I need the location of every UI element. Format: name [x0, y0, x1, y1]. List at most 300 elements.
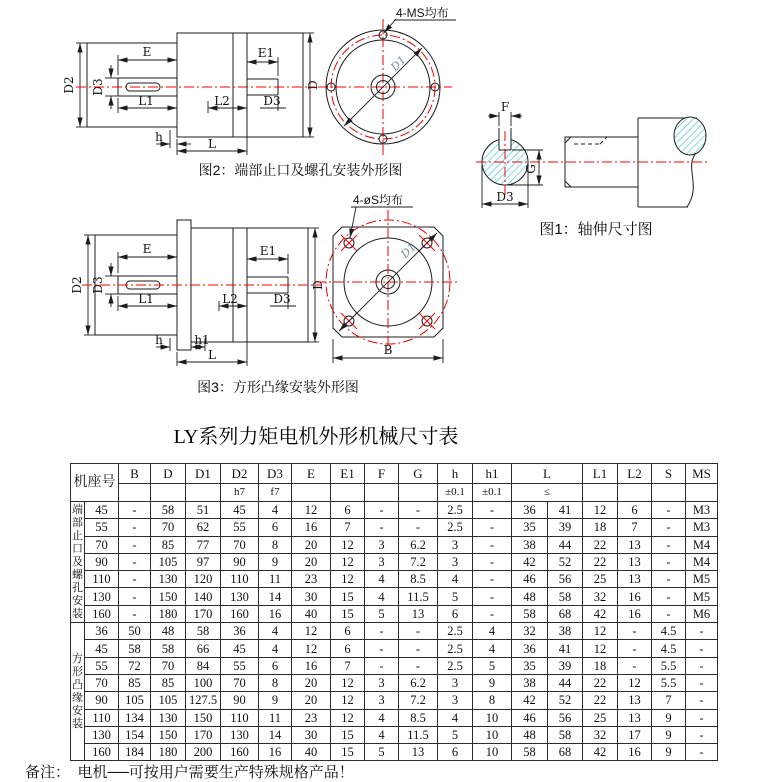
column-header: h1: [473, 464, 512, 484]
table-row: [71, 588, 718, 605]
table-cell: 130: [221, 726, 259, 743]
table-cell: 58: [186, 623, 221, 640]
table-cell: 44: [548, 536, 583, 553]
table-cell: 5: [473, 657, 512, 674]
column-header: S: [652, 464, 686, 484]
table-cell: 97: [186, 553, 221, 570]
table-cell: -: [365, 623, 399, 640]
table-row: [71, 536, 718, 553]
table-cell: 13: [618, 571, 652, 588]
table-cell: 40: [292, 605, 331, 622]
table-cell: -: [473, 502, 512, 519]
table-cell: 6: [331, 623, 365, 640]
table-cell: 16: [259, 605, 292, 622]
table-cell: 4: [473, 640, 512, 657]
table-cell: 42: [583, 605, 618, 622]
table-cell: 41: [548, 502, 583, 519]
column-header: h: [438, 464, 473, 484]
table-cell: 110: [85, 709, 119, 726]
table-cell: 9: [652, 709, 686, 726]
table-cell: 8: [473, 692, 512, 709]
figure1-caption: 图1：轴伸尺寸图: [539, 221, 653, 238]
dim-label-d3-right: D3: [263, 94, 281, 108]
dim-label-d3-left: D3: [91, 276, 105, 294]
table-cell: 8: [259, 536, 292, 553]
table-cell: 4: [365, 709, 399, 726]
table-cell: 12: [292, 640, 331, 657]
table-cell: 2.5: [438, 502, 473, 519]
table-cell: 48: [512, 588, 548, 605]
table-cell: 13: [618, 536, 652, 553]
column-header: D2: [221, 464, 259, 484]
table-cell: 140: [186, 588, 221, 605]
frame-number-header: 机座号: [71, 464, 119, 502]
table-cell: 45: [221, 640, 259, 657]
table-cell: 15: [331, 605, 365, 622]
table-cell: 30: [292, 726, 331, 743]
table-cell: 44: [548, 674, 583, 691]
column-subheader: [331, 484, 365, 502]
table-cell: 12: [331, 674, 365, 691]
table-row: [71, 726, 718, 743]
table-cell: 72: [119, 657, 151, 674]
table-cell: -: [686, 674, 718, 691]
table-cell: 9: [473, 674, 512, 691]
table-cell: 16: [292, 519, 331, 536]
table-cell: 4.5: [652, 640, 686, 657]
table-cell: 11: [259, 709, 292, 726]
table-cell: 55: [221, 519, 259, 536]
table-header: [71, 464, 718, 502]
table-cell: 45: [85, 502, 119, 519]
table-cell: M4: [686, 553, 718, 570]
table-cell: 20: [292, 674, 331, 691]
column-header: B: [119, 464, 151, 484]
table-cell: 13: [618, 553, 652, 570]
table-cell: -: [686, 692, 718, 709]
table-cell: 68: [548, 744, 583, 761]
table-cell: -: [399, 623, 438, 640]
table-cell: 12: [331, 692, 365, 709]
table-cell: 30: [292, 588, 331, 605]
table-cell: 23: [292, 709, 331, 726]
table-cell: 16: [618, 744, 652, 761]
table-cell: 8.5: [399, 709, 438, 726]
table-cell: 50: [119, 623, 151, 640]
table-cell: 36: [512, 640, 548, 657]
table-cell: 170: [186, 726, 221, 743]
table-cell: 7: [331, 519, 365, 536]
table-cell: 2.5: [438, 519, 473, 536]
table-cell: 100: [186, 674, 221, 691]
column-header: L2: [618, 464, 652, 484]
table-cell: 3: [365, 674, 399, 691]
table-cell: 41: [548, 640, 583, 657]
table-cell: 14: [259, 588, 292, 605]
table-cell: 105: [151, 553, 186, 570]
table-cell: 110: [221, 709, 259, 726]
dim-label-h1: h1: [194, 333, 210, 347]
dim-label-d3-right: D3: [273, 292, 291, 306]
table-cell: 70: [85, 536, 119, 553]
figure3-caption: 图3：方形凸缘安装外形图: [197, 379, 359, 395]
table-cell: M5: [686, 588, 718, 605]
table-cell: 32: [512, 623, 548, 640]
table-cell: 90: [221, 692, 259, 709]
table-cell: 2.5: [438, 640, 473, 657]
column-header: L1: [583, 464, 618, 484]
table-cell: 42: [583, 744, 618, 761]
column-subheader: [399, 484, 438, 502]
table-cell: 12: [583, 640, 618, 657]
table-cell: 16: [618, 605, 652, 622]
table-cell: 40: [292, 744, 331, 761]
table-cell: 85: [151, 674, 186, 691]
column-header: L: [512, 464, 583, 484]
table-cell: M3: [686, 502, 718, 519]
table-cell: 6: [331, 502, 365, 519]
table-cell: 6: [259, 657, 292, 674]
table-cell: -: [119, 519, 151, 536]
table-cell: -: [119, 605, 151, 622]
dim-label-d1: D1: [388, 53, 409, 74]
fig2-flange-view: [318, 5, 456, 155]
table-cell: 134: [119, 709, 151, 726]
screw-callout: 4-MS均布: [396, 6, 449, 20]
table-cell: -: [399, 640, 438, 657]
table-cell: -: [686, 709, 718, 726]
table-cell: 130: [85, 588, 119, 605]
table-cell: 11: [259, 571, 292, 588]
table-cell: -: [686, 640, 718, 657]
dimension-table: [70, 463, 718, 761]
dim-label-l: L: [208, 137, 216, 151]
figure1-drawing: [450, 100, 710, 210]
table-cell: 84: [186, 657, 221, 674]
table-cell: 36: [85, 623, 119, 640]
table-cell: 13: [399, 605, 438, 622]
table-cell: 13: [618, 692, 652, 709]
table-cell: 5: [438, 726, 473, 743]
table-cell: -: [473, 519, 512, 536]
column-header: E1: [331, 464, 365, 484]
table-cell: -: [652, 588, 686, 605]
table-cell: 70: [221, 674, 259, 691]
table-cell: 16: [292, 657, 331, 674]
fig1-keyway-section: [482, 100, 543, 208]
table-cell: 38: [512, 536, 548, 553]
dim-label-f: F: [500, 100, 510, 114]
table-cell: M5: [686, 571, 718, 588]
table-cell: 7.2: [399, 553, 438, 570]
table-row: [71, 623, 718, 640]
column-subheader: [119, 484, 151, 502]
table-cell: 2.5: [438, 623, 473, 640]
dim-label-d3: D3: [496, 190, 514, 204]
table-cell: 39: [548, 657, 583, 674]
table-cell: 52: [548, 692, 583, 709]
table-cell: 39: [548, 519, 583, 536]
table-cell: 15: [331, 588, 365, 605]
column-header: G: [399, 464, 438, 484]
row-group-label: 方形凸缘安装: [71, 623, 85, 761]
figure2-caption: 图2：端部止口及螺孔安装外形图: [198, 162, 403, 178]
table-cell: 58: [512, 605, 548, 622]
table-cell: 4: [259, 502, 292, 519]
figure3-drawing: [60, 190, 460, 375]
table-cell: 6.2: [399, 674, 438, 691]
table-cell: 8.5: [399, 571, 438, 588]
table-row: [71, 674, 718, 691]
dim-label-l2: L2: [214, 94, 230, 108]
table-cell: 13: [399, 744, 438, 761]
fig2-side-view: [62, 33, 320, 155]
table-cell: 5: [365, 744, 399, 761]
table-cell: 46: [512, 571, 548, 588]
table-cell: 85: [151, 536, 186, 553]
table-cell: 13: [618, 709, 652, 726]
table-cell: -: [399, 502, 438, 519]
dim-label-b: B: [383, 343, 393, 357]
dim-label-e: E: [142, 242, 152, 256]
table-cell: 42: [512, 692, 548, 709]
screw-callout: 4-øS均布: [353, 193, 404, 207]
dim-label-d2: D2: [70, 276, 84, 294]
table-cell: 51: [186, 502, 221, 519]
table-cell: 11.5: [399, 726, 438, 743]
table-cell: 3: [438, 674, 473, 691]
table-cell: 12: [331, 709, 365, 726]
table-cell: -: [618, 623, 652, 640]
table-cell: -: [365, 640, 399, 657]
row-group-label: 端部止口及螺孔安装: [71, 502, 85, 623]
column-subheader: [292, 484, 331, 502]
table-row: [71, 553, 718, 570]
break-hatch: [674, 117, 706, 155]
table-cell: 90: [85, 692, 119, 709]
column-subheader: [365, 484, 399, 502]
table-cell: 55: [85, 657, 119, 674]
table-cell: 66: [186, 640, 221, 657]
dim-label-h: h: [155, 333, 163, 347]
table-cell: -: [119, 502, 151, 519]
table-cell: 12: [292, 502, 331, 519]
table-cell: 90: [221, 553, 259, 570]
table-cell: 110: [85, 571, 119, 588]
table-cell: 18: [583, 519, 618, 536]
table-cell: -: [652, 605, 686, 622]
table-cell: 5: [365, 605, 399, 622]
table-cell: 70: [85, 674, 119, 691]
dim-label-l: L: [208, 348, 216, 362]
table-cell: 45: [221, 502, 259, 519]
table-cell: 18: [583, 657, 618, 674]
dim-label-g: G: [524, 164, 538, 174]
table-cell: 58: [548, 726, 583, 743]
table-cell: 25: [583, 571, 618, 588]
table-cell: -: [473, 571, 512, 588]
table-cell: 4: [438, 709, 473, 726]
table-cell: 68: [548, 605, 583, 622]
table-cell: 22: [583, 674, 618, 691]
table-cell: -: [686, 726, 718, 743]
table-cell: -: [365, 657, 399, 674]
table-cell: 6: [438, 744, 473, 761]
table-cell: 110: [221, 571, 259, 588]
table-cell: 14: [259, 726, 292, 743]
table-cell: 3: [365, 536, 399, 553]
dim-label-e1: E1: [257, 46, 275, 60]
table-cell: 9: [652, 744, 686, 761]
table-cell: 150: [186, 709, 221, 726]
dim-label-l1: L1: [138, 292, 154, 306]
table-cell: 12: [583, 502, 618, 519]
table-cell: 9: [259, 692, 292, 709]
table-cell: 36: [512, 502, 548, 519]
table-cell: -: [365, 519, 399, 536]
column-subheader: [583, 484, 618, 502]
dim-label-l2: L2: [222, 292, 238, 306]
table-cell: 15: [331, 726, 365, 743]
table-cell: 77: [186, 536, 221, 553]
break-line: [687, 153, 696, 207]
table-cell: 20: [292, 692, 331, 709]
table-cell: 70: [221, 536, 259, 553]
table-cell: 20: [292, 553, 331, 570]
table-cell: -: [399, 519, 438, 536]
table-cell: 48: [151, 623, 186, 640]
dim-label-h: h: [155, 130, 163, 144]
table-cell: 12: [331, 571, 365, 588]
dim-label-d1: D1: [398, 240, 419, 261]
table-cell: 170: [186, 605, 221, 622]
column-subheader: ≤: [512, 484, 583, 502]
table-cell: 5.5: [652, 674, 686, 691]
table-cell: -: [473, 605, 512, 622]
table-row: [71, 605, 718, 622]
table-cell: 3: [438, 553, 473, 570]
table-cell: 16: [618, 588, 652, 605]
column-subheader: ±0.1: [438, 484, 473, 502]
table-cell: 120: [186, 571, 221, 588]
table-cell: 58: [512, 744, 548, 761]
table-cell: 130: [151, 571, 186, 588]
column-header: MS: [686, 464, 718, 484]
table-cell: 6: [438, 605, 473, 622]
table-cell: 12: [618, 674, 652, 691]
table-row: [71, 692, 718, 709]
table-cell: -: [473, 553, 512, 570]
table-cell: 154: [119, 726, 151, 743]
table-cell: 25: [583, 709, 618, 726]
table-cell: 38: [512, 674, 548, 691]
table-cell: 10: [473, 744, 512, 761]
table-body: [71, 502, 718, 761]
dim-label-e1: E1: [259, 244, 277, 258]
column-subheader: h7: [221, 484, 259, 502]
table-cell: 56: [548, 571, 583, 588]
column-subheader: [151, 484, 186, 502]
table-cell: 7: [652, 692, 686, 709]
table-row: [71, 640, 718, 657]
table-cell: -: [473, 536, 512, 553]
table-cell: 160: [221, 605, 259, 622]
table-cell: -: [119, 536, 151, 553]
table-cell: 4: [259, 640, 292, 657]
table-cell: 32: [583, 588, 618, 605]
table-cell: 105: [119, 692, 151, 709]
table-cell: 7.2: [399, 692, 438, 709]
table-cell: -: [652, 502, 686, 519]
table-cell: 10: [473, 726, 512, 743]
table-cell: 70: [151, 519, 186, 536]
table-cell: 55: [221, 657, 259, 674]
table-cell: 130: [151, 709, 186, 726]
table-cell: 8: [259, 674, 292, 691]
table-cell: 12: [331, 536, 365, 553]
table-cell: 5: [438, 588, 473, 605]
table-row: [71, 709, 718, 726]
table-cell: 45: [85, 640, 119, 657]
column-subheader: [186, 484, 221, 502]
table-cell: 150: [151, 726, 186, 743]
table-cell: 36: [221, 623, 259, 640]
table-cell: 150: [151, 588, 186, 605]
dim-label-d3-left: D3: [91, 78, 105, 96]
table-cell: 7: [618, 519, 652, 536]
table-cell: 180: [151, 605, 186, 622]
dim-label-e: E: [142, 45, 152, 59]
table-cell: 6: [259, 519, 292, 536]
table-cell: -: [686, 623, 718, 640]
column-header: D1: [186, 464, 221, 484]
table-cell: -: [686, 657, 718, 674]
table-cell: 184: [119, 744, 151, 761]
table-cell: 90: [85, 553, 119, 570]
table-row: [71, 744, 718, 761]
table-cell: 52: [548, 553, 583, 570]
table-cell: 22: [583, 536, 618, 553]
table-cell: 12: [583, 623, 618, 640]
table-cell: 12: [331, 553, 365, 570]
table-cell: 4: [259, 623, 292, 640]
table-cell: -: [618, 657, 652, 674]
table-cell: M4: [686, 536, 718, 553]
table-cell: 130: [221, 588, 259, 605]
table-cell: 105: [151, 692, 186, 709]
table-cell: 6: [331, 640, 365, 657]
table-cell: 35: [512, 519, 548, 536]
column-subheader: ±0.1: [473, 484, 512, 502]
table-cell: 7: [331, 657, 365, 674]
table-cell: -: [119, 588, 151, 605]
table-cell: 23: [292, 571, 331, 588]
leader-line: [350, 207, 356, 238]
table-cell: 46: [512, 709, 548, 726]
column-header: D3: [259, 464, 292, 484]
dim-label-d: D: [311, 280, 325, 290]
table-cell: 58: [119, 640, 151, 657]
table-cell: 3: [365, 553, 399, 570]
table-cell: 127.5: [186, 692, 221, 709]
table-cell: 5.5: [652, 657, 686, 674]
table-cell: 11.5: [399, 588, 438, 605]
column-header: D: [151, 464, 186, 484]
table-cell: 17: [618, 726, 652, 743]
table-cell: -: [473, 588, 512, 605]
column-subheader: [686, 484, 718, 502]
table-row: [71, 571, 718, 588]
